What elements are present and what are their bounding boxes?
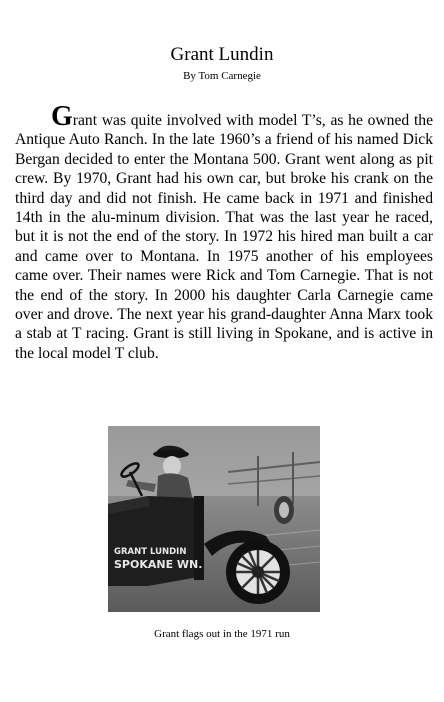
- car-door-city: SPOKANE WN.: [114, 558, 203, 571]
- photo-caption: Grant flags out in the 1971 run: [154, 628, 290, 640]
- car-door-name: GRANT LUNDIN: [114, 547, 187, 557]
- article-byline: By Tom Carnegie: [183, 70, 261, 82]
- article-body-text: rant was quite involved with model T’s, as he owned the Antique Auto Ranch. In the late 1960’s a friend of his named Dick Bergan decided to enter the Montana 500. Grant went along as pit crew. By 1970, Grant had his own car, but broke his crank on the third day and did not finish. He came back in 1971 and finished 14th in the alu-minum division. That was the last year he raced, but it is not the end of the story. In 1972 his hired man built a car and came over to Montana. In 1975 another of his employees came over. Their names were Rick and Tom Carnegie. That is not the end of the story. In 2000 his daughter Carla Carnegie came over and drove. The next year his grand-daughter Anna Marx took a stab at T racing. Grant is still living in Spokane, and is active in the local model T club.: [15, 112, 433, 362]
- article-body: [15, 101, 433, 363]
- article-title: Grant Lundin: [170, 44, 274, 65]
- race-photo: [108, 426, 320, 612]
- race-photo-illustration: [108, 426, 320, 612]
- drop-cap: G: [51, 101, 73, 132]
